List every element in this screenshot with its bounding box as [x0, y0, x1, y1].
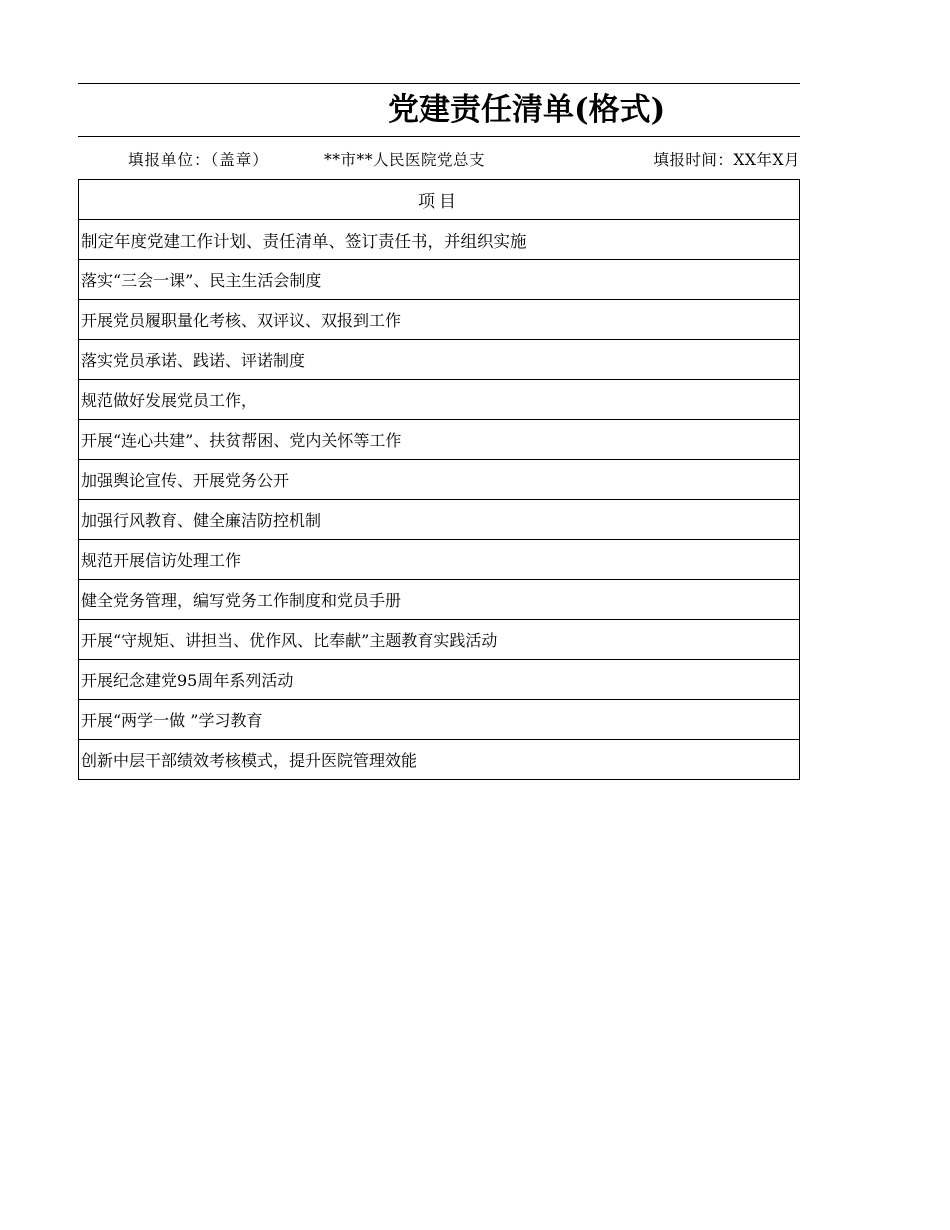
table-cell: 开展党员履职量化考核、双评议、双报到工作 — [79, 300, 800, 340]
table-cell: 加强舆论宣传、开展党务公开 — [79, 460, 800, 500]
table-cell: 落实党员承诺、践诺、评诺制度 — [79, 340, 800, 380]
fill-unit-label: 填报单位：（盖章） — [128, 151, 269, 169]
document-title: 党建责任清单(格式) — [388, 92, 666, 128]
table-cell: 创新中层干部绩效考核模式，提升医院管理效能 — [79, 740, 800, 780]
table-cell: 落实“三会一课”、民主生活会制度 — [79, 260, 800, 300]
table-row — [79, 500, 800, 540]
table-row — [79, 420, 800, 460]
table-cell: 开展“守规矩、讲担当、优作风、比奉献”主题教育实践活动 — [79, 620, 800, 660]
table-row — [79, 540, 800, 580]
table-row — [79, 260, 800, 300]
responsibility-sheet — [78, 83, 800, 780]
table-row — [79, 580, 800, 620]
table-row — [79, 740, 800, 780]
table-row — [79, 220, 800, 260]
table-cell: 开展纪念建党95周年系列活动 — [79, 660, 800, 700]
table-cell: 开展“连心共建”、扶贫帮困、党内关怀等工作 — [79, 420, 800, 460]
column-header-item: 项目 — [79, 180, 800, 220]
table-cell: 规范做好发展党员工作， — [79, 380, 800, 420]
title-row — [78, 83, 800, 137]
table-cell: 健全党务管理，编写党务工作制度和党员手册 — [79, 580, 800, 620]
table-row — [79, 300, 800, 340]
table-row — [79, 460, 800, 500]
table-row — [79, 380, 800, 420]
info-row — [78, 137, 800, 179]
table-row — [79, 660, 800, 700]
table-row — [79, 620, 800, 660]
table-header-row — [79, 180, 800, 220]
fill-time: 填报时间：XX年X月 — [653, 151, 800, 169]
table-row — [79, 700, 800, 740]
table-cell: 开展“两学一做 ”学习教育 — [79, 700, 800, 740]
table-row — [79, 340, 800, 380]
table-cell: 制定年度党建工作计划、责任清单、签订责任书，并组织实施 — [79, 220, 800, 260]
table-cell: 加强行风教育、健全廉洁防控机制 — [79, 500, 800, 540]
responsibility-table — [78, 179, 800, 780]
table-cell: 规范开展信访处理工作 — [79, 540, 800, 580]
fill-unit-value: **市**人民医院党总支 — [324, 151, 486, 169]
